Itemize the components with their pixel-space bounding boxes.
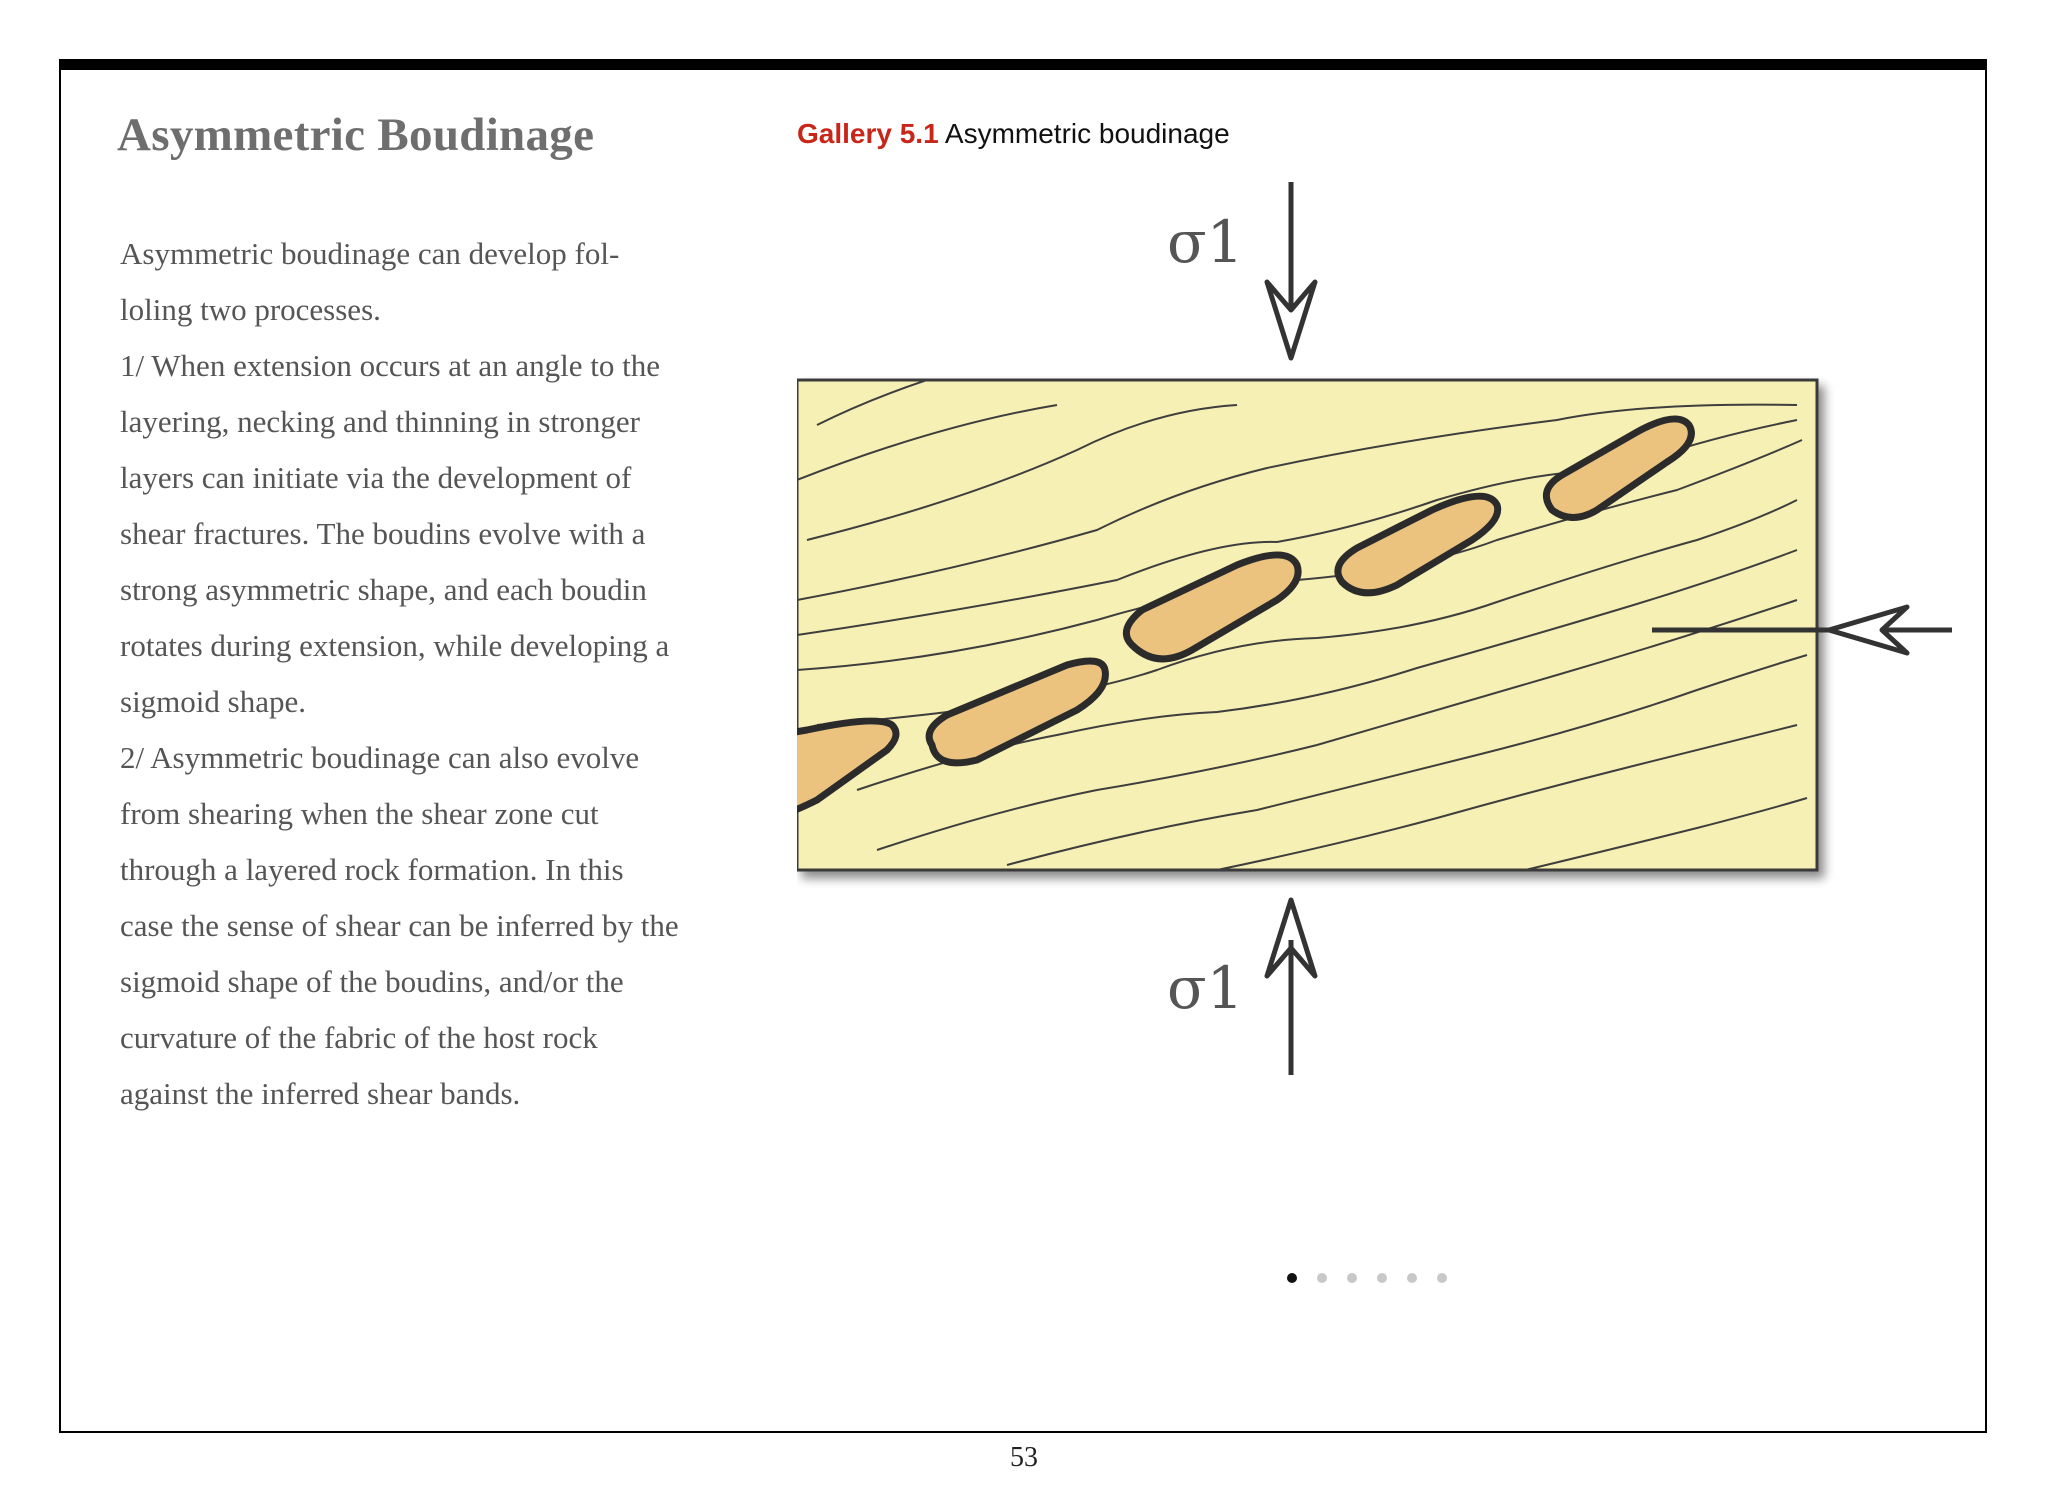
page-number: 53 bbox=[1010, 1442, 1038, 1473]
bottom-stress-arrow bbox=[1267, 900, 1315, 1075]
gallery-pagination bbox=[1287, 1271, 1447, 1285]
sigma-label-top: σ1 bbox=[1167, 208, 1244, 276]
gallery-figure[interactable] bbox=[797, 170, 1952, 1090]
body-line: sigmoid shape. bbox=[120, 684, 306, 719]
gallery-dot-4[interactable] bbox=[1377, 1273, 1387, 1283]
body-line: loling two processes. bbox=[120, 292, 381, 327]
gallery-dot-3[interactable] bbox=[1347, 1273, 1357, 1283]
body-line: curvature of the fabric of the host rock bbox=[120, 1020, 598, 1055]
gallery-dot-1[interactable] bbox=[1287, 1273, 1297, 1283]
gallery-label: Gallery 5.1 bbox=[797, 118, 939, 149]
body-line: against the inferred shear bands. bbox=[120, 1076, 521, 1111]
body-line: through a layered rock formation. In this bbox=[120, 852, 624, 887]
body-line: from shearing when the shear zone cut bbox=[120, 796, 599, 831]
sigma-label-bottom: σ1 bbox=[1167, 954, 1244, 1022]
page-title: Asymmetric Boudinage bbox=[117, 109, 595, 161]
body-line: layers can initiate via the development of bbox=[120, 460, 632, 495]
body-line: strong asymmetric shape, and each boudin bbox=[120, 572, 647, 607]
gallery-caption bbox=[797, 118, 1230, 150]
boudinage-diagram bbox=[797, 170, 1952, 1090]
gallery-dot-5[interactable] bbox=[1407, 1273, 1417, 1283]
body-line: 2/ Asymmetric boudinage can also evolve bbox=[120, 740, 640, 775]
body-line: layering, necking and thinning in stronger bbox=[120, 404, 640, 439]
body-text bbox=[120, 226, 770, 1122]
body-line: 1/ When extension occurs at an angle to the bbox=[120, 348, 661, 383]
body-line: shear fractures. The boudins evolve with a bbox=[120, 516, 646, 551]
body-line: Asymmetric boudinage can develop fol- bbox=[120, 236, 620, 271]
gallery-dot-6[interactable] bbox=[1437, 1273, 1447, 1283]
body-line: sigmoid shape of the boudins, and/or the bbox=[120, 964, 624, 999]
top-stress-arrow bbox=[1267, 182, 1315, 358]
body-line: case the sense of shear can be inferred by the bbox=[120, 908, 679, 943]
body-line: rotates during extension, while developing a bbox=[120, 628, 670, 663]
gallery-dot-2[interactable] bbox=[1317, 1273, 1327, 1283]
gallery-caption-text: Asymmetric boudinage bbox=[944, 118, 1230, 149]
